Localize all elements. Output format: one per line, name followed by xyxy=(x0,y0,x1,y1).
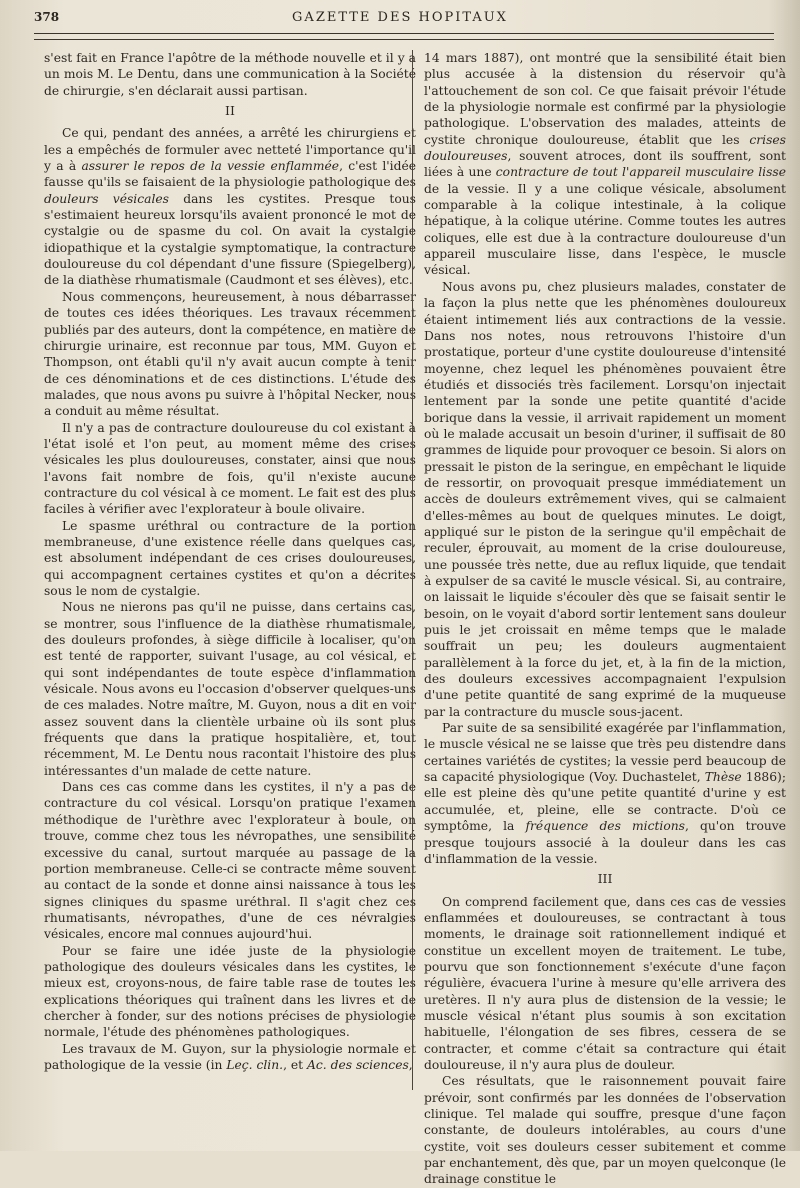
paragraph: On comprend facilement que, dans ces cas de vessies enflammées et douloureuses, se contractant à tous moments, le drainage soit rationnellement indiqué et constitue un excellent moyen de traitement. Le tube, pourvu que son fonctionnement s'exécute d'une façon régulière, évacuera l'urine à mesure qu'elle arrivera des uretères. Il n'y aura plus de distension de la vessie; le muscle vésical n'étant plus soumis à son excitation habituelle, l'élongation de ses fibres, cessera de se contracter, et comme c'était sa contracture qui était douloureuse, il n'y aura plus de douleur. xyxy=(424,894,786,1072)
italic-phrase: crises douloureuses xyxy=(424,132,786,164)
section-heading: II xyxy=(225,103,235,119)
paragraph: Il n'y a pas de contracture douloureuse du col existant à l'état isolé et l'on peut, au moment même des crises vésicales les plus douloureuses, constater, ainsi que nous l'avons fait nombre de fois, qu'il n'existe aucune contracture du col vésical à ce moment. Le fait est des plus faciles à vérifier avec l'explorateur à boule olivaire. xyxy=(44,420,416,517)
paragraph: 14 mars 1887), ont montré que la sensibilité était bien plus accusée à la distension du réservoir qu'à l'attouchement de son col. Ce que faisait prévoir l'étude de la physiologie normale est confirmé par la physiologie pathologique. L'observation des malades, atteints de cystite chronique douloureuse, établit que les crises douloureuses, souvent atroces, dont ils souffrent, sont liées à une contracture de tout l'appareil musculaire lisse de la vessie. Il y a une colique vésicale, absolument comparable à la colique intestinale, à la colique hépatique, à la colique utérine. Comme toutes les autres coliques, elle est due à la contracture douloureuse d'un appareil musculaire lisse, dans l'espèce, le muscle vésical. xyxy=(424,51,786,278)
paragraph: Pour se faire une idée juste de la physiologie pathologique des douleurs vésicales dans les cystites, le mieux est, croyons-nous, de faire table rase de toutes les explications théoriques qui traînent dans les livres et de chercher à fonder, sur des notions précises de physiologie normale, l'étude des phénomènes pathologiques. xyxy=(44,943,416,1040)
italic-phrase: contracture de tout l'appareil musculaire lisse xyxy=(495,165,786,180)
paragraph: Dans ces cas comme dans les cystites, il n'y a pas de contracture du col vésical. Lorsqu'on pratique l'examen méthodique de l'urèthre avec l'explorateur à boule, on trouve, comme chez tous les névropathes, une sensibilité excessive du canal, surtout marquée au passage de la portion membraneuse. Celle-ci se contracte même souvent au contact de la sonde et donne ainsi naissance à tous les signes cliniques du spasme uréthral. Il s'agit chez ces rhumatisants, névropathes, d'une de ces névralgies vésicales, encore mal connues aujourd'hui. xyxy=(44,780,416,942)
paragraph: s'est fait en France l'apôtre de la méthode nouvelle et il y a un mois M. Le Dentu, dans une communication à la Société de chirurgie, s'en déclarait aussi partisan. xyxy=(44,51,416,98)
header-rule-top xyxy=(34,33,774,34)
section-heading: III xyxy=(597,871,613,887)
italic-phrase: Leç. clin. xyxy=(226,1057,284,1072)
italic-phrase: Thèse xyxy=(704,770,742,785)
paragraph: Les travaux de M. Guyon, sur la physiologie normale et pathologique de la vessie (in Leç. clin., et Ac. des sciences, xyxy=(44,1041,416,1072)
page-header xyxy=(0,10,800,32)
journal-title: GAZETTE DES HOPITAUX xyxy=(292,10,508,25)
page-number: 378 xyxy=(34,10,60,24)
paragraph: Le spasme uréthral ou contracture de la portion membraneuse, d'une existence réelle dans quelques cas, est absolument indépendant de ces crises douloureuses, qui accompagnent certaines cystites et qu'on a décrites sous le nom de cystalgie. xyxy=(44,518,416,598)
column-divider xyxy=(412,50,413,1090)
right-column xyxy=(424,50,786,1188)
paragraph: Ces résultats, que le raisonnement pouvait faire prévoir, sont confirmés par les données de l'observation clinique. Tel malade qui souffre, presque d'une façon constante, de douleurs intolérables, au cours d'une cystite, voit ses douleurs cesser subitement et comme par enchantement, dès que, par un moyen quelconque (le drainage constitue le xyxy=(424,1074,786,1187)
paragraph: Nous commençons, heureusement, à nous débarrasser de toutes ces idées théoriques. Les travaux récemment publiés par des auteurs, dont la compétence, en matière de chirurgie urinaire, est reconnue par tous, MM. Guyon et Thompson, ont établi qu'il n'y avait aucun compte à tenir de ces dénominations et de ces distinctions. L'étude des malades, que nous avons pu suivre à l'hôpital Necker, nous a conduit au même résultat. xyxy=(44,289,416,419)
paragraph: Par suite de sa sensibilité exagérée par l'inflammation, le muscle vésical ne se laisse que très peu distendre dans certaines variétés de cystites; la vessie perd beaucoup de sa capacité physiologique (Voy. Duchastelet, Thèse 1886); elle est pleine dès qu'une petite quantité d'urine y est accumulée, et, pleine, elle se contracte. D'où ce symptôme, la fréquence des mictions, qu'on trouve presque toujours associé à la douleur dans les cas d'inflammation de la vessie. xyxy=(424,721,787,866)
italic-phrase: fréquence des mictions xyxy=(525,819,685,834)
italic-phrase: assurer le repos de la vessie enflammée xyxy=(81,159,340,174)
italic-phrase: douleurs vésicales xyxy=(44,191,169,206)
italic-phrase: Ac. des sciences xyxy=(307,1057,409,1072)
paragraph: Nous avons pu, chez plusieurs malades, constater de la façon la plus nette que les phénomènes douloureux étaient intimement liés aux contractions de la vessie. Dans nos notes, nous retrouvons l'histoire d'un prostatique, porteur d'une cystite douloureuse d'intensité moyenne, chez lequel les phénomènes pouvaient être étudiés et dissociés très facilement. Lorsqu'on injectait lentement par la sonde une petite quantité d'acide borique dans la vessie, il arrivait rapidement un moment où le malade accusait un besoin d'uriner, il suffisait de 80 grammes de liquide pour provoquer ce besoin. Si alors on pressait le piston de la seringue, en empêchant le liquide de ressortir, on provoquait presque immédiatement un accès de douleurs extrêmement vives, qui se calmaient d'elles-mêmes au bout de quelques minutes. Le doigt, appliqué sur le piston de la seringue qu'il empêchait de reculer, éprouvait, au moment de la crise douloureuse, une poussée très nette, due au reflux liquide, que tendait à expulser de sa cavité le muscle vésical. Si, au contraire, on laissait le liquide s'écouler dès que se faisait sentir le besoin, on le voyait d'abord sortir lentement sans douleur puis le jet croissait en même temps que le malade souffrait un peu; les douleurs augmentaient parallèlement à la force du jet, et, à la fin de la miction, des douleurs excessives accompagnaient l'expulsion d'une petite quantité de sang exprimé de la muqueuse par la contracture du muscle sous-jacent. xyxy=(424,279,786,719)
header-rule-bottom xyxy=(34,39,774,40)
paragraph: Nous ne nierons pas qu'il ne puisse, dans certains cas, se montrer, sous l'influence de la diathèse rhumatismale, des douleurs profondes, à siège difficile à localiser, qu'on est tenté de rapporter, suivant l'usage, au col vésical, et qui sont indépendantes de toute espèce d'inflammation vésicale. Nous avons eu l'occasion d'observer quelques-uns de ces malades. Notre maître, M. Guyon, nous a dit en voir assez souvent dans la clientèle urbaine où ils sont plus fréquents que dans la pratique hospitalière, et, tout récemment, M. Le Dentu nous racontait l'histoire des plus intéressantes d'un malade de cette nature. xyxy=(44,600,416,778)
left-column xyxy=(44,50,416,1073)
paragraph: Ce qui, pendant des années, a arrêté les chirurgiens et les a empêchés de formuler avec netteté l'importance qu'il y a à assurer le repos de la vessie enflammée, c'est l'idée fausse qu'ils se faisaient de la physiologie pathologique des douleurs vésicales dans les cystites. Presque tous s'estimaient heureux lorsqu'ils avaient prononcé le mot de cystalgie ou de spasme du col. On avait la cystalgie idiopathique et la cystalgie symptomatique, la contracture douloureuse du col dépendant d'une fissure (Spiegelberg), de la diathèse rhumatismale (Caudmont et ses élèves), etc. xyxy=(44,126,416,288)
